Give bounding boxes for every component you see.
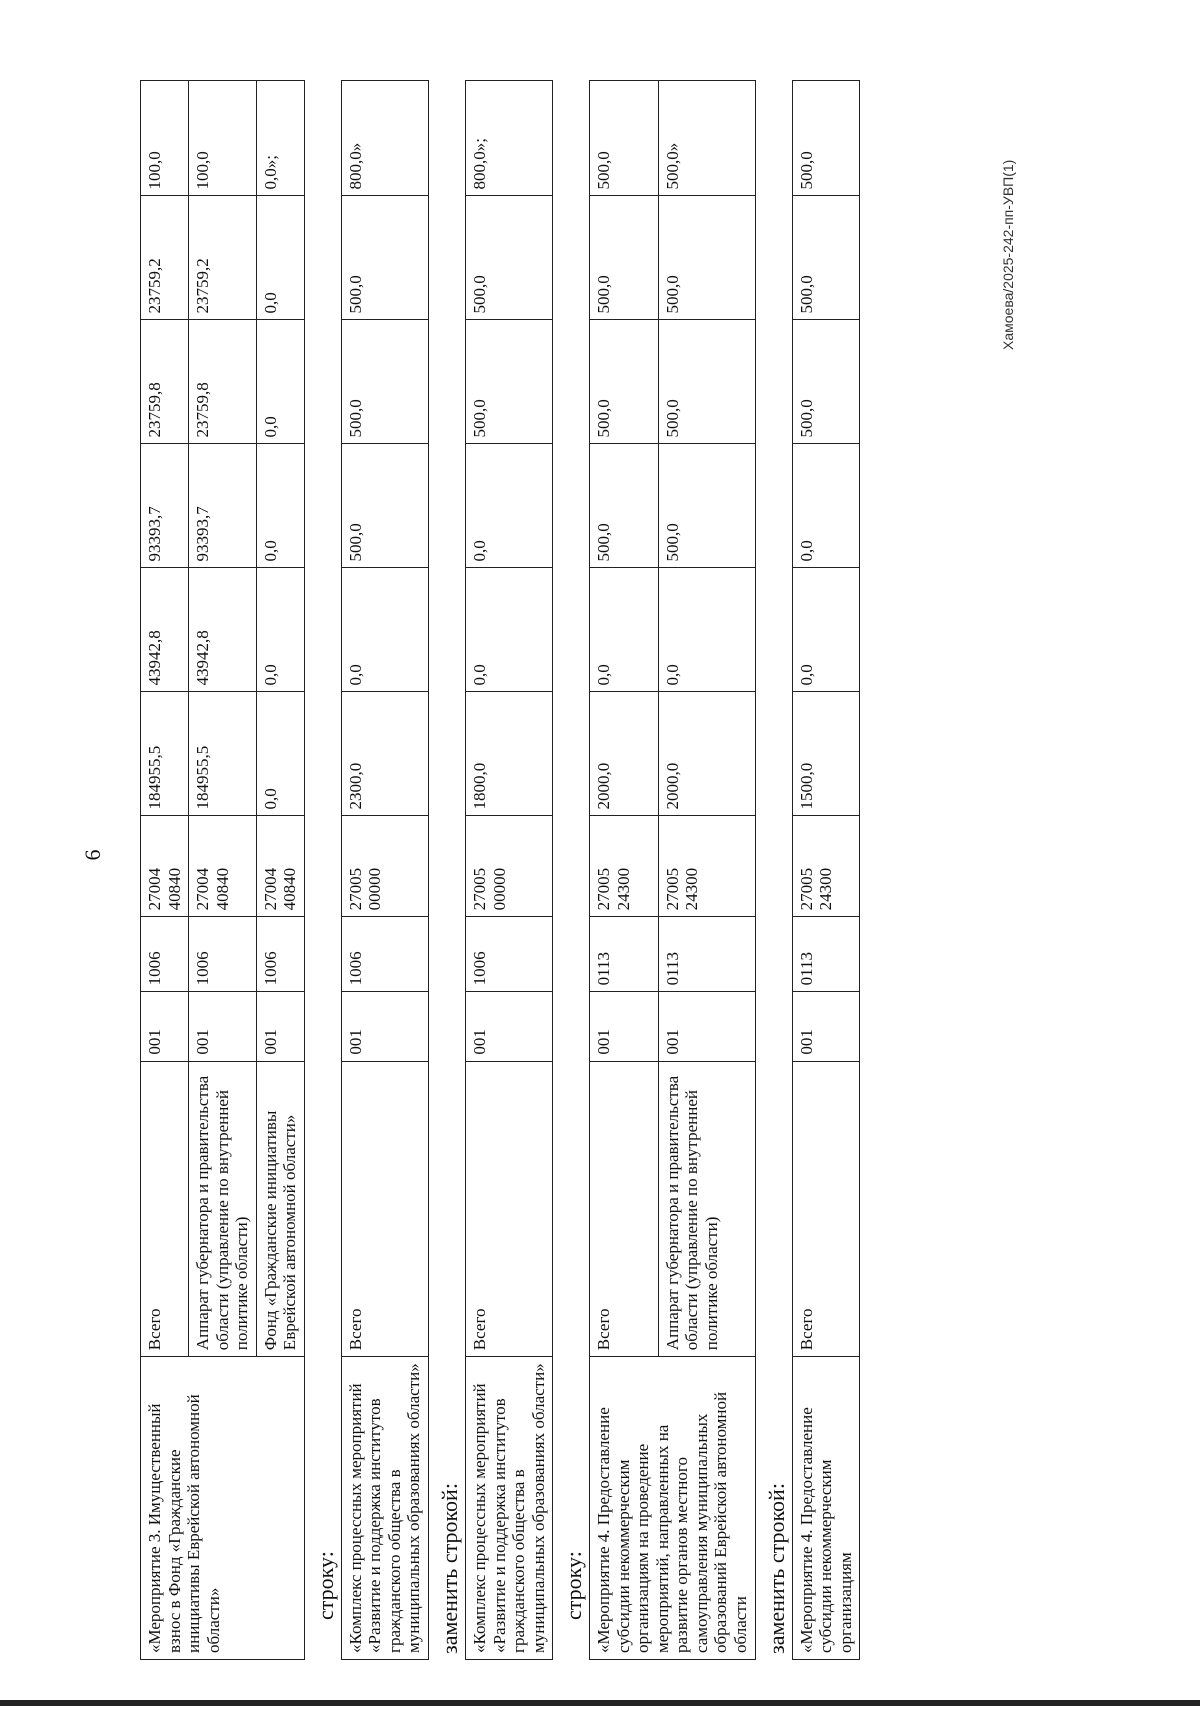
rzpr-cell: 0113 bbox=[792, 917, 860, 992]
table-row bbox=[141, 81, 189, 1660]
amount-year-cell: 0,0 bbox=[256, 196, 304, 320]
table-process-complex-new bbox=[465, 80, 553, 1660]
amount-year-cell: 23759,8 bbox=[141, 320, 189, 444]
amount-year-cell: 43942,8 bbox=[189, 568, 257, 692]
amount-year-cell: 43942,8 bbox=[141, 568, 189, 692]
amount-year-cell: 500,0 bbox=[658, 320, 755, 444]
table-event-4-new bbox=[792, 80, 861, 1660]
amount-year-cell: 500,0 bbox=[341, 320, 428, 444]
amount-year-cell: 0,0»; bbox=[256, 81, 304, 196]
scan-edge-line bbox=[0, 1700, 1200, 1706]
amount-year-cell: 500,0 bbox=[590, 196, 659, 320]
amount-year-cell: 800,0» bbox=[341, 81, 428, 196]
event-name-cell: «Комплекс процессных мероприятий «Развитие и поддержка институтов гражданского общества в муниципальных образованиях области» bbox=[466, 1357, 553, 1660]
amount-year-cell: 500,0 bbox=[590, 81, 659, 196]
rzpr-cell: 0113 bbox=[658, 917, 755, 992]
section-label-replace: заменить строкой: bbox=[437, 1483, 463, 1654]
amount-total-cell: 1800,0 bbox=[466, 692, 553, 816]
grbs-cell: 001 bbox=[256, 992, 304, 1061]
executor-cell: Всего bbox=[792, 1061, 860, 1357]
event-name-cell: «Мероприятие 4. Предоставление субсидии некоммерческим организациям bbox=[792, 1357, 860, 1660]
amount-year-cell: 0,0 bbox=[590, 568, 659, 692]
amount-year-cell: 0,0 bbox=[658, 568, 755, 692]
rzpr-cell: 1006 bbox=[341, 917, 428, 992]
executor-cell: Всего bbox=[466, 1061, 553, 1357]
amount-year-cell: 0,0 bbox=[256, 444, 304, 568]
csr-cell: 27005 00000 bbox=[341, 816, 428, 917]
amount-year-cell: 500,0 bbox=[341, 444, 428, 568]
table-row bbox=[792, 81, 860, 1660]
executor-cell: Всего bbox=[341, 1061, 428, 1357]
amount-year-cell: 500,0 bbox=[792, 196, 860, 320]
grbs-cell: 001 bbox=[466, 992, 553, 1061]
event-name-cell: «Комплекс процессных мероприятий «Развитие и поддержка институтов гражданского общества в муниципальных образованиях области» bbox=[341, 1357, 428, 1660]
grbs-cell: 001 bbox=[658, 992, 755, 1061]
rotated-page-content bbox=[140, 80, 990, 1660]
amount-year-cell: 100,0 bbox=[141, 81, 189, 196]
amount-year-cell: 500,0 bbox=[658, 444, 755, 568]
executor-cell: Аппарат губернатора и правительства области (управление по внутренней политике области) bbox=[658, 1061, 755, 1357]
amount-year-cell: 500,0 bbox=[792, 81, 860, 196]
amount-year-cell: 93393,7 bbox=[141, 444, 189, 568]
grbs-cell: 001 bbox=[792, 992, 860, 1061]
amount-year-cell: 500,0 bbox=[341, 196, 428, 320]
grbs-cell: 001 bbox=[189, 992, 257, 1061]
csr-cell: 27004 40840 bbox=[141, 816, 189, 917]
executor-cell: Фонд «Гражданские инициативы Еврейской автономной области» bbox=[256, 1061, 304, 1357]
amount-year-cell: 500,0 bbox=[466, 196, 553, 320]
executor-cell: Всего bbox=[141, 1061, 189, 1357]
amount-total-cell: 1500,0 bbox=[792, 692, 860, 816]
amount-year-cell: 500,0 bbox=[466, 320, 553, 444]
table-row bbox=[590, 81, 659, 1660]
rzpr-cell: 0113 bbox=[590, 917, 659, 992]
section-label-replace: заменить строкой: bbox=[763, 1483, 789, 1654]
table-row bbox=[341, 81, 428, 1660]
rzpr-cell: 1006 bbox=[466, 917, 553, 992]
amount-total-cell: 0,0 bbox=[256, 692, 304, 816]
table-row bbox=[466, 81, 553, 1660]
rzpr-cell: 1006 bbox=[141, 917, 189, 992]
amount-year-cell: 100,0 bbox=[189, 81, 257, 196]
table-event-4-old bbox=[589, 80, 755, 1660]
grbs-cell: 001 bbox=[590, 992, 659, 1061]
page-number: 6 bbox=[80, 849, 105, 861]
executor-cell: Всего bbox=[590, 1061, 659, 1357]
amount-year-cell: 500,0» bbox=[658, 81, 755, 196]
amount-year-cell: 800,0»; bbox=[466, 81, 553, 196]
csr-cell: 27005 24300 bbox=[658, 816, 755, 917]
section-label-row: строку: bbox=[312, 1551, 338, 1620]
event-name-cell: «Мероприятие 4. Предоставление субсидии некоммерческим организациям на проведение мероприятий, направленных на развитие органов местного самоуправления муниципальных образований Еврейской автономной области bbox=[590, 1357, 755, 1660]
csr-cell: 27005 24300 bbox=[792, 816, 860, 917]
amount-year-cell: 500,0 bbox=[590, 444, 659, 568]
amount-year-cell: 23759,8 bbox=[189, 320, 257, 444]
amount-year-cell: 93393,7 bbox=[189, 444, 257, 568]
csr-cell: 27005 00000 bbox=[466, 816, 553, 917]
amount-total-cell: 184955,5 bbox=[141, 692, 189, 816]
amount-year-cell: 23759,2 bbox=[189, 196, 257, 320]
grbs-cell: 001 bbox=[141, 992, 189, 1061]
csr-cell: 27004 40840 bbox=[256, 816, 304, 917]
document-code: Хамоева/2025-242-пп-УВП(1) bbox=[1000, 159, 1016, 350]
rzpr-cell: 1006 bbox=[189, 917, 257, 992]
executor-cell: Аппарат губернатора и правительства области (управление по внутренней политике области) bbox=[189, 1061, 257, 1357]
amount-total-cell: 2000,0 bbox=[590, 692, 659, 816]
amount-total-cell: 184955,5 bbox=[189, 692, 257, 816]
section-label-row: строку: bbox=[561, 1551, 587, 1620]
table-process-complex-old bbox=[341, 80, 429, 1660]
table-event-3 bbox=[140, 80, 305, 1660]
event-name-cell: «Мероприятие 3. Имущественный взнос в Фонд «Гражданские инициативы Еврейской автономной области» bbox=[141, 1357, 305, 1660]
amount-year-cell: 0,0 bbox=[792, 568, 860, 692]
amount-year-cell: 500,0 bbox=[792, 320, 860, 444]
amount-year-cell: 500,0 bbox=[590, 320, 659, 444]
amount-year-cell: 23759,2 bbox=[141, 196, 189, 320]
amount-year-cell: 0,0 bbox=[341, 568, 428, 692]
grbs-cell: 001 bbox=[341, 992, 428, 1061]
amount-total-cell: 2300,0 bbox=[341, 692, 428, 816]
amount-year-cell: 0,0 bbox=[466, 568, 553, 692]
rzpr-cell: 1006 bbox=[256, 917, 304, 992]
amount-year-cell: 0,0 bbox=[792, 444, 860, 568]
amount-total-cell: 2000,0 bbox=[658, 692, 755, 816]
amount-year-cell: 0,0 bbox=[466, 444, 553, 568]
csr-cell: 27005 24300 bbox=[590, 816, 659, 917]
amount-year-cell: 0,0 bbox=[256, 568, 304, 692]
amount-year-cell: 500,0 bbox=[658, 196, 755, 320]
csr-cell: 27004 40840 bbox=[189, 816, 257, 917]
amount-year-cell: 0,0 bbox=[256, 320, 304, 444]
